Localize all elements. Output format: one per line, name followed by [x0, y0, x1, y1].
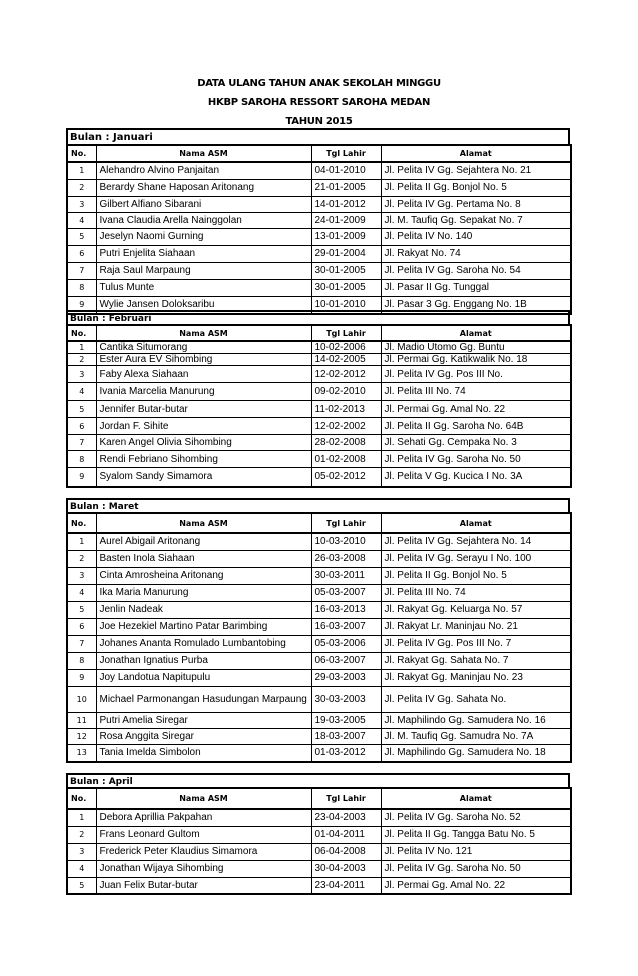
- column-header-address: Alamat: [381, 145, 571, 162]
- address: Jl. Madio Utomo Gg. Buntu: [381, 341, 571, 354]
- birth-date: 30-03-2011: [311, 567, 381, 584]
- table-row: [67, 354, 571, 366]
- address: Jl. Pelita II Gg. Bonjol No. 5: [381, 567, 571, 584]
- row-number: 3: [67, 843, 96, 860]
- birth-date: 26-03-2008: [311, 550, 381, 567]
- table-row: [67, 451, 571, 468]
- month-section: [66, 310, 570, 488]
- birth-date: 30-03-2003: [311, 686, 381, 712]
- child-name: Ika Maria Manurung: [96, 584, 311, 601]
- row-number: 4: [67, 860, 96, 877]
- table-row: [67, 212, 571, 228]
- row-number: 2: [67, 826, 96, 843]
- table-row: [67, 601, 571, 618]
- birth-date: 16-03-2007: [311, 618, 381, 635]
- address: Jl. Pelita IV Gg. Saroha No. 54: [381, 262, 571, 279]
- address: Jl. Maphilindo Gg. Samudera No. 18: [381, 744, 571, 762]
- birth-date: 23-04-2011: [311, 877, 381, 894]
- month-section: [66, 773, 570, 895]
- address: Jl. Pelita IV Gg. Saroha No. 50: [381, 451, 571, 468]
- address: Jl. Rakyat Lr. Maninjau No. 21: [381, 618, 571, 635]
- table-row: [67, 383, 571, 401]
- table-row: [67, 618, 571, 635]
- birth-date: 05-03-2007: [311, 584, 381, 601]
- birth-date: 04-01-2010: [311, 162, 381, 179]
- child-name: Tania Imelda Simbolon: [96, 744, 311, 762]
- row-number: 5: [67, 401, 96, 418]
- birth-date: 01-02-2008: [311, 451, 381, 468]
- row-number: 2: [67, 179, 96, 196]
- table-row: [67, 245, 571, 262]
- row-number: 6: [67, 618, 96, 635]
- address: Jl. Maphilindo Gg. Samudera No. 16: [381, 712, 571, 728]
- row-number: 4: [67, 212, 96, 228]
- birth-date: 06-03-2007: [311, 652, 381, 669]
- address: Jl. Permai Gg. Katikwalik No. 18: [381, 354, 571, 366]
- child-name: Joe Hezekiel Martino Patar Barimbing: [96, 618, 311, 635]
- table-header-row: [67, 513, 571, 533]
- column-header-dob: Tgl Lahir: [311, 788, 381, 809]
- address: Jl. Pelita IV Gg. Saroha No. 52: [381, 809, 571, 826]
- child-name: Jordan F. Sihite: [96, 418, 311, 435]
- table-row: [67, 162, 571, 179]
- birth-date: 29-03-2003: [311, 669, 381, 686]
- row-number: 3: [67, 366, 96, 383]
- birth-date: 16-03-2013: [311, 601, 381, 618]
- table-row: [67, 366, 571, 383]
- table-row: [67, 635, 571, 652]
- month-title: Bulan : April: [66, 773, 570, 787]
- address: Jl. Permai Gg. Amal No. 22: [381, 877, 571, 894]
- birth-date: 28-02-2008: [311, 435, 381, 451]
- table-row: [67, 728, 571, 744]
- column-header-dob: Tgl Lahir: [311, 513, 381, 533]
- birth-date: 01-03-2012: [311, 744, 381, 762]
- address: Jl. Pelita IV No. 121: [381, 843, 571, 860]
- table-row: [67, 468, 571, 487]
- column-header-no: No.: [67, 145, 96, 162]
- row-number: 9: [67, 669, 96, 686]
- address: Jl. Pelita IV Gg. Pertama No. 8: [381, 196, 571, 212]
- table-header-row: [67, 145, 571, 162]
- address: Jl. Pelita II Gg. Saroha No. 64B: [381, 418, 571, 435]
- birthday-table: [66, 144, 572, 315]
- address: Jl. Pelita II Gg. Bonjol No. 5: [381, 179, 571, 196]
- address: Jl. Pelita IV Gg. Pos III No. 7: [381, 635, 571, 652]
- column-header-dob: Tgl Lahir: [311, 325, 381, 341]
- row-number: 13: [67, 744, 96, 762]
- table-row: [67, 262, 571, 279]
- child-name: Karen Angel Olivia Sihombing: [96, 435, 311, 451]
- column-header-address: Alamat: [381, 513, 571, 533]
- row-number: 7: [67, 262, 96, 279]
- table-row: [67, 843, 571, 860]
- row-number: 9: [67, 296, 96, 314]
- table-row: [67, 567, 571, 584]
- birth-date: 05-02-2012: [311, 468, 381, 487]
- address: Jl. Pelita III No. 74: [381, 584, 571, 601]
- birthday-table: [66, 787, 572, 895]
- child-name: Michael Parmonangan Hasudungan Marpaung: [96, 686, 311, 712]
- child-name: Jenlin Nadeak: [96, 601, 311, 618]
- child-name: Ivania Marcelia Manurung: [96, 383, 311, 401]
- column-header-name: Nama ASM: [96, 513, 311, 533]
- column-header-no: No.: [67, 513, 96, 533]
- row-number: 11: [67, 712, 96, 728]
- birth-date: 12-02-2002: [311, 418, 381, 435]
- month-title: Bulan : Februari: [66, 310, 570, 324]
- address: Jl. Pasar 3 Gg. Enggang No. 1B: [381, 296, 571, 314]
- row-number: 2: [67, 550, 96, 567]
- birth-date: 13-01-2009: [311, 228, 381, 245]
- address: Jl. Rakyat Gg. Sahata No. 7: [381, 652, 571, 669]
- birth-date: 30-01-2005: [311, 262, 381, 279]
- address: Jl. Pelita IV Gg. Sejahtera No. 14: [381, 533, 571, 550]
- birth-date: 10-01-2010: [311, 296, 381, 314]
- table-row: [67, 826, 571, 843]
- row-number: 3: [67, 567, 96, 584]
- address: Jl. Sehati Gg. Cempaka No. 3: [381, 435, 571, 451]
- table-row: [67, 341, 571, 354]
- birth-date: 12-02-2012: [311, 366, 381, 383]
- child-name: Rendi Febriano Sihombing: [96, 451, 311, 468]
- birthday-table: [66, 324, 572, 488]
- child-name: Frederick Peter Klaudius Simamora: [96, 843, 311, 860]
- row-number: 2: [67, 354, 96, 366]
- month-title: Bulan : Januari: [66, 128, 570, 144]
- address: Jl. Pelita IV Gg. Sahata No.: [381, 686, 571, 712]
- column-header-address: Alamat: [381, 325, 571, 341]
- child-name: Juan Felix Butar-butar: [96, 877, 311, 894]
- month-section: [66, 498, 570, 763]
- column-header-dob: Tgl Lahir: [311, 145, 381, 162]
- document-header: [0, 74, 638, 131]
- row-number: 5: [67, 877, 96, 894]
- birth-date: 05-03-2006: [311, 635, 381, 652]
- table-row: [67, 418, 571, 435]
- column-header-name: Nama ASM: [96, 145, 311, 162]
- row-number: 8: [67, 279, 96, 296]
- child-name: Berardy Shane Haposan Aritonang: [96, 179, 311, 196]
- table-row: [67, 228, 571, 245]
- address: Jl. Pelita II Gg. Tangga Batu No. 5: [381, 826, 571, 843]
- child-name: Putri Amelia Siregar: [96, 712, 311, 728]
- table-row: [67, 652, 571, 669]
- table-row: [67, 669, 571, 686]
- birth-date: 01-04-2011: [311, 826, 381, 843]
- row-number: 5: [67, 601, 96, 618]
- column-header-no: No.: [67, 325, 96, 341]
- child-name: Jonathan Wijaya Sihombing: [96, 860, 311, 877]
- address: Jl. Pelita IV Gg. Serayu I No. 100: [381, 550, 571, 567]
- row-number: 7: [67, 435, 96, 451]
- birth-date: 10-02-2006: [311, 341, 381, 354]
- column-header-address: Alamat: [381, 788, 571, 809]
- table-row: [67, 533, 571, 550]
- table-row: [67, 550, 571, 567]
- birth-date: 10-03-2010: [311, 533, 381, 550]
- address: Jl. Permai Gg. Amal No. 22: [381, 401, 571, 418]
- address: Jl. Pelita IV Gg. Sejahtera No. 21: [381, 162, 571, 179]
- title-line-3: TAHUN 2015: [285, 116, 353, 127]
- child-name: Cinta Amrosheina Aritonang: [96, 567, 311, 584]
- child-name: Ivana Claudia Arella Nainggolan: [96, 212, 311, 228]
- birth-date: 14-01-2012: [311, 196, 381, 212]
- birth-date: 19-03-2005: [311, 712, 381, 728]
- row-number: 3: [67, 196, 96, 212]
- table-header-row: [67, 788, 571, 809]
- child-name: Jennifer Butar-butar: [96, 401, 311, 418]
- table-row: [67, 196, 571, 212]
- row-number: 5: [67, 228, 96, 245]
- address: Jl. Rakyat No. 74: [381, 245, 571, 262]
- address: Jl. Pelita IV No. 140: [381, 228, 571, 245]
- child-name: Frans Leonard Gultom: [96, 826, 311, 843]
- child-name: Ester Aura EV Sihombing: [96, 354, 311, 366]
- address: Jl. Pelita V Gg. Kucica I No. 3A: [381, 468, 571, 487]
- child-name: Alehandro Alvino Panjaitan: [96, 162, 311, 179]
- column-header-no: No.: [67, 788, 96, 809]
- table-row: [67, 809, 571, 826]
- row-number: 7: [67, 635, 96, 652]
- birth-date: 30-04-2003: [311, 860, 381, 877]
- column-header-name: Nama ASM: [96, 325, 311, 341]
- address: Jl. Pelita IV Gg. Pos III No.: [381, 366, 571, 383]
- row-number: 4: [67, 383, 96, 401]
- child-name: Tulus Munte: [96, 279, 311, 296]
- table-row: [67, 712, 571, 728]
- child-name: Debora Aprillia Pakpahan: [96, 809, 311, 826]
- row-number: 6: [67, 418, 96, 435]
- row-number: 1: [67, 533, 96, 550]
- child-name: Gilbert Alfiano Sibarani: [96, 196, 311, 212]
- address: Jl. M. Taufiq Gg. Samudra No. 7A: [381, 728, 571, 744]
- birth-date: 23-04-2003: [311, 809, 381, 826]
- birth-date: 14-02-2005: [311, 354, 381, 366]
- row-number: 10: [67, 686, 96, 712]
- child-name: Rosa Anggita Siregar: [96, 728, 311, 744]
- title-line-2: HKBP SAROHA RESSORT SAROHA MEDAN: [207, 97, 431, 108]
- child-name: Basten Inola Siahaan: [96, 550, 311, 567]
- table-row: [67, 584, 571, 601]
- birth-date: 29-01-2004: [311, 245, 381, 262]
- row-number: 12: [67, 728, 96, 744]
- row-number: 1: [67, 341, 96, 354]
- address: Jl. Pelita III No. 74: [381, 383, 571, 401]
- table-row: [67, 179, 571, 196]
- table-row: [67, 279, 571, 296]
- birth-date: 24-01-2009: [311, 212, 381, 228]
- table-row: [67, 860, 571, 877]
- child-name: Faby Alexa Siahaan: [96, 366, 311, 383]
- row-number: 8: [67, 652, 96, 669]
- column-header-name: Nama ASM: [96, 788, 311, 809]
- table-header-row: [67, 325, 571, 341]
- address: Jl. Pasar II Gg. Tunggal: [381, 279, 571, 296]
- birth-date: 21-01-2005: [311, 179, 381, 196]
- table-row: [67, 401, 571, 418]
- child-name: Cantika Situmorang: [96, 341, 311, 354]
- birthday-table: [66, 512, 572, 763]
- row-number: 1: [67, 162, 96, 179]
- row-number: 6: [67, 245, 96, 262]
- table-row: [67, 877, 571, 894]
- address: Jl. Rakyat Gg. Keluarga No. 57: [381, 601, 571, 618]
- row-number: 8: [67, 451, 96, 468]
- child-name: Wylie Jansen Doloksaribu: [96, 296, 311, 314]
- birth-date: 11-02-2013: [311, 401, 381, 418]
- birth-date: 18-03-2007: [311, 728, 381, 744]
- address: Jl. Pelita IV Gg. Saroha No. 50: [381, 860, 571, 877]
- child-name: Jonathan Ignatius Purba: [96, 652, 311, 669]
- address: Jl. M. Taufiq Gg. Sepakat No. 7: [381, 212, 571, 228]
- child-name: Syalom Sandy Simamora: [96, 468, 311, 487]
- child-name: Aurel Abigail Aritonang: [96, 533, 311, 550]
- month-section: [66, 128, 570, 315]
- row-number: 4: [67, 584, 96, 601]
- table-row: [67, 435, 571, 451]
- child-name: Putri Enjelita Siahaan: [96, 245, 311, 262]
- row-number: 1: [67, 809, 96, 826]
- table-row: [67, 744, 571, 762]
- child-name: Raja Saul Marpaung: [96, 262, 311, 279]
- title-line-1: DATA ULANG TAHUN ANAK SEKOLAH MINGGU: [197, 78, 441, 89]
- birth-date: 30-01-2005: [311, 279, 381, 296]
- address: Jl. Rakyat Gg. Maninjau No. 23: [381, 669, 571, 686]
- month-title: Bulan : Maret: [66, 498, 570, 512]
- child-name: Joy Landotua Napitupulu: [96, 669, 311, 686]
- table-row: [67, 686, 571, 712]
- birth-date: 06-04-2008: [311, 843, 381, 860]
- birth-date: 09-02-2010: [311, 383, 381, 401]
- child-name: Jeselyn Naomi Gurning: [96, 228, 311, 245]
- child-name: Johanes Ananta Romulado Lumbantobing: [96, 635, 311, 652]
- row-number: 9: [67, 468, 96, 487]
